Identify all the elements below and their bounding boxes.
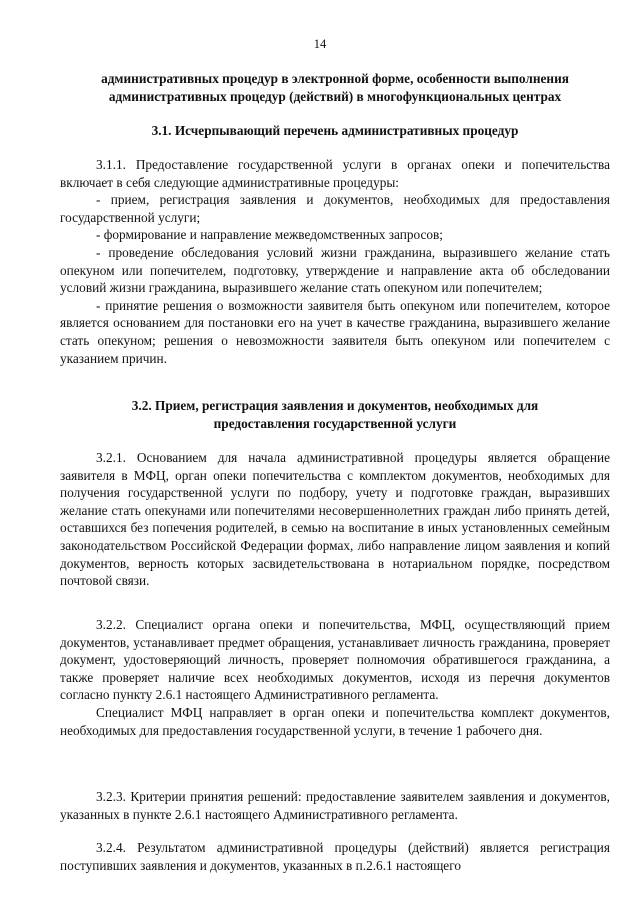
paragraph-text: Специалист МФЦ направляет в орган опеки и попечительства комплект документов, необходимых для предоставления государственной услуги, в течение 1 рабочего дня. xyxy=(60,704,610,738)
list-item: - формирование и направление межведомственных запросов; xyxy=(96,227,444,243)
page-number: 14 xyxy=(313,37,327,51)
list-item: - принятие решения о возможности заявителя быть опекуном или попечителем, которое является основанием для постановки его на учет в качестве гражданина, выразившего желание стать опекуном; решения о невозможности заявителя быть опекуном или попечителем с указанием причин. xyxy=(60,297,610,366)
list-item: - прием, регистрация заявления и документов, необходимых для предоставления государственной услуги; xyxy=(60,192,610,225)
paragraph-text: 3.2.2. Специалист органа опеки и попечительства, МФЦ, осуществляющий прием документов, устанавливает предмет обращения, устанавливает личность гражданина, проверяет документ, удостоверяющий личность, проверяет полномочия обратившегося гражданина, а также проверяет наличие всех необходимых документов, исходя из перечня документов согласно пункту 2.6.1 настоящего Административного регламента. xyxy=(60,617,610,703)
document-title xyxy=(60,70,610,105)
section-3-1-body xyxy=(60,156,610,367)
title-line: административных процедур в электронной форме, особенности выполнения xyxy=(101,71,569,86)
list-item: - проведение обследования условий жизни гражданина, выразившего желание стать опекуном или попечителем, подготовку, утверждение и направление акта об обследовании условий жизни гражданина, выразившего желание стать опекуном или попечителем; xyxy=(60,244,610,296)
heading-line: 3.2. Прием, регистрация заявления и документов, необходимых для xyxy=(131,398,539,413)
paragraph-text: 3.2.3. Критерии принятия решений: предоставление заявителем заявления и документов, указанных в пункте 2.6.1 настоящего Административного регламента. xyxy=(60,789,610,822)
heading-line: предоставления государственной услуги xyxy=(213,415,457,431)
section-3-2-heading xyxy=(60,397,610,432)
title-line: административных процедур (действий) в многофункциональных центрах xyxy=(108,88,562,104)
paragraph-3-2-2 xyxy=(60,616,610,739)
paragraph-3-2-3 xyxy=(60,788,610,823)
paragraph-3-2-1 xyxy=(60,449,610,590)
paragraph-3-2-4 xyxy=(60,839,610,874)
paragraph-3-1-1: 3.1.1. Предоставление государственной услуги в органах опеки и попечительства включает в себя следующие административные процедуры: xyxy=(60,157,610,190)
paragraph-text: 3.2.1. Основанием для начала административной процедуры является обращение заявителя в МФЦ, орган опеки попечительства с комплектом документов, необходимых для получения государственной услуги по подбору, учету и подготовке граждан, выразивших желание стать опекунами или попечителями несовершеннолетних граждан либо принять детей, оставшихся без попечения родителей, в семью на воспитание в иных установленных семейным законодательством Российской Федерации формах, либо направление лицом заявления и копий документов, верность которых засвидетельствована в нотариальном порядке, посредством почтовой связи. xyxy=(60,450,610,589)
section-3-1-heading: 3.1. Исчерпывающий перечень административных процедур xyxy=(151,123,519,138)
paragraph-text: 3.2.4. Результатом административной процедуры (действий) является регистрация поступивших заявления и документов, указанных в п.2.6.1 настоящего xyxy=(60,840,610,873)
